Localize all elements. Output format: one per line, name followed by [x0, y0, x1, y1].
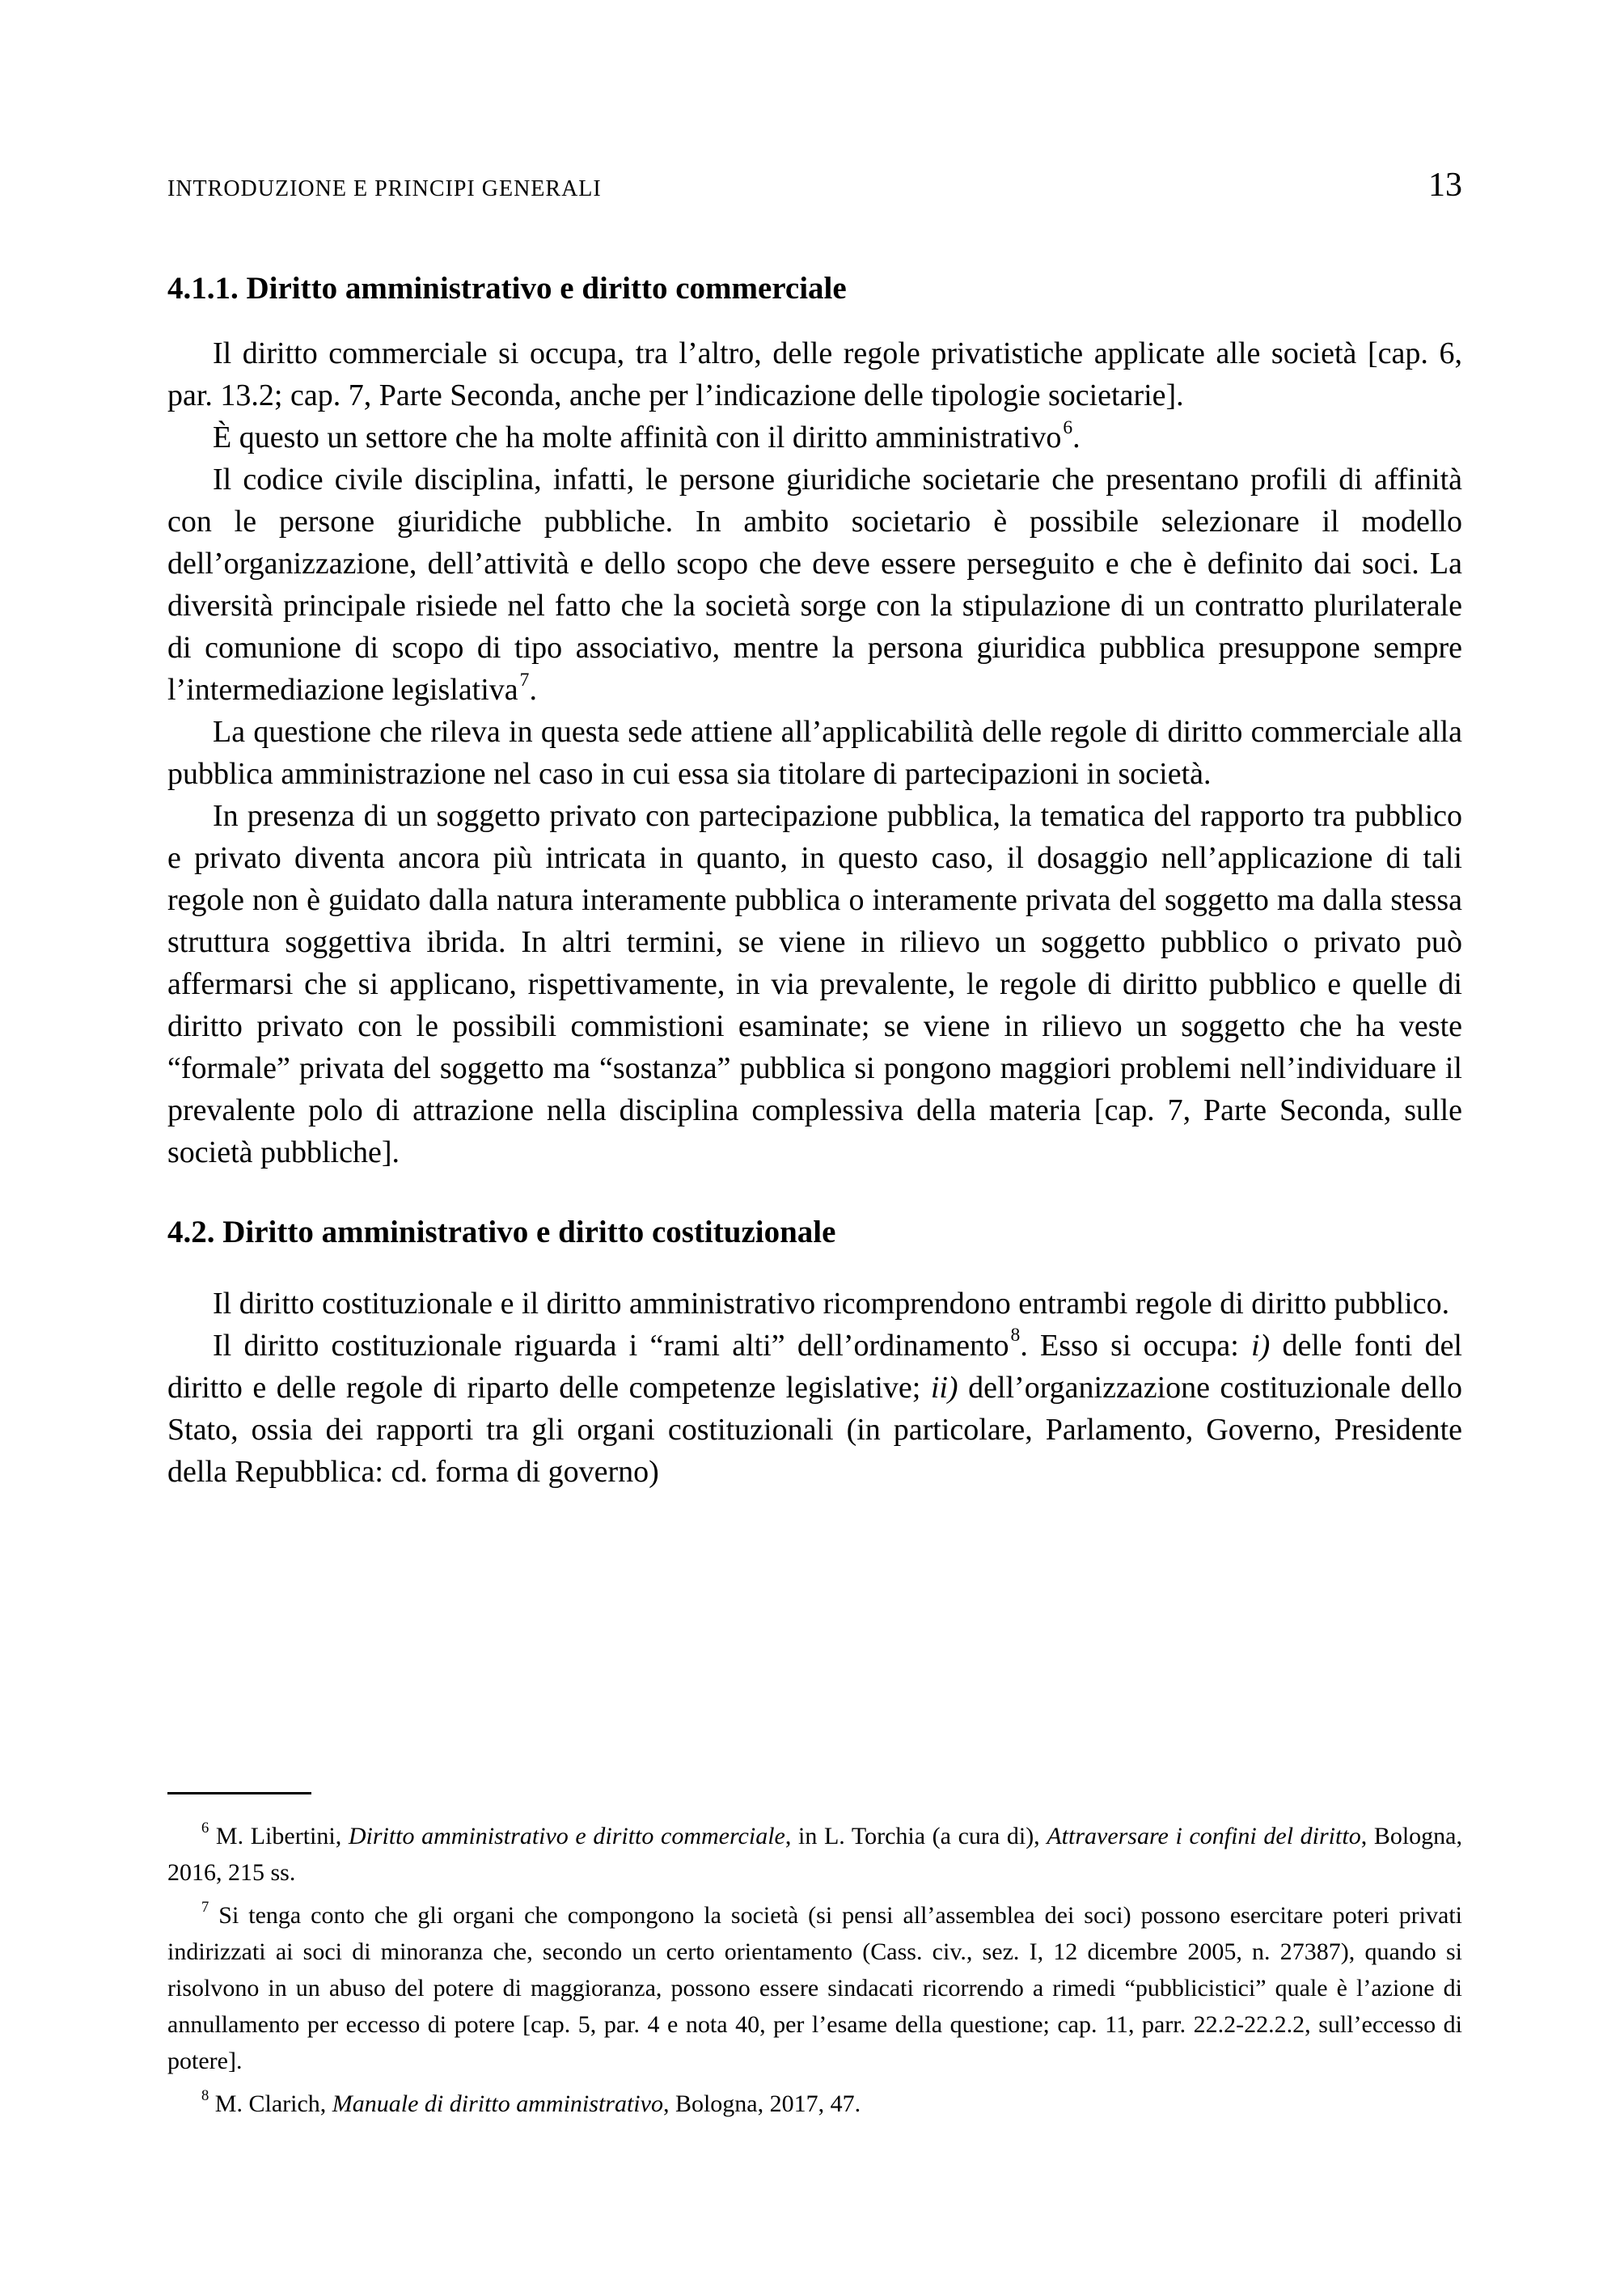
- footnote-separator: [167, 1792, 311, 1794]
- paragraph: In presenza di un soggetto privato con partecipazione pubblica, la tematica del rapporto tra pubblico e privato diventa ancora più intricata in quanto, in questo caso, il dosaggio nell’applicazione di tali regole non è guidato dalla natura interamente pubblica o interamente privata del soggetto ma dalla stessa struttura soggettiva ibrida. In altri termini, se viene in rilievo un soggetto pubblico o privato può affermarsi che si applicano, rispettivamente, in via prevalente, le regole di diritto pubblico e quelle di diritto privato con le possibili commistioni esaminate; se viene in rilievo un soggetto che ha veste “formale” privata del soggetto ma “sostanza” pubblica si pongono maggiori problemi nell’individuare il prevalente polo di attrazione nella disciplina complessiva della materia [cap. 7, Parte Seconda, sulle società pubbliche].: [167, 798, 1462, 1169]
- paragraph: Il diritto costituzionale e il diritto amministrativo ricomprendono entrambi regole di diritto pubblico.: [213, 1286, 1450, 1321]
- section-heading-4-1-1: 4.1.1. Diritto amministrativo e diritto commerciale: [167, 271, 847, 306]
- paragraph: Il diritto costituzionale riguarda i “rami alti” dell’ordinamento$^8$. Esso si occupa: i) delle fonti del diritto e delle regole di riparto delle competenze legislative; ii) dell’organizzazione costituzionale dello Stato, ossia dei rapporti tra gli organi costituzionali (in particolare, Parlamento, Governo, Presidente della Repubblica: cd. forma di governo): [167, 1325, 1462, 1489]
- running-header: [167, 166, 1462, 205]
- running-header-title: INTRODUZIONE E PRINCIPI GENERALI: [167, 176, 602, 201]
- footnote-7: $^7$ Si tenga conto che gli organi che compongono la società (si pensi all’assemblea dei soci) possono esercitare poteri privati indirizzati ai soci di minoranza che, secondo un certo orientamento (Cass. civ., sez. I, 12 dicembre 2005, n. 27387), quando si risolvono in un abuso del potere di maggioranza, possono essere sindacati ricorrendo a rimedi “pubblicistici” quale è l’azione di annullamento per eccesso di potere [cap. 5, par. 4 e nota 40, per l’esame della questione; cap. 11, parr. 22.2-22.2.2, sull’eccesso di potere].: [167, 1899, 1462, 2074]
- footnote-6: $^6$ M. Libertini, Diritto amministrativo e diritto commerciale, in L. Torchia (a cura di), Attraversare i confini del diritto, Bologna, 2016, 215 ss.: [167, 1820, 1462, 1886]
- page-number: 13: [1428, 167, 1462, 204]
- footnote-8: $^8$ M. Clarich, Manuale di diritto amministrativo, Bologna, 2017, 47.: [201, 2087, 861, 2117]
- paragraph: Il diritto commerciale si occupa, tra l’altro, delle regole privatistiche applicate alle società [cap. 6, par. 13.2; cap. 7, Parte Seconda, anche per l’indicazione delle tipologie societarie].: [167, 336, 1462, 412]
- paragraph: È questo un settore che ha molte affinità con il diritto amministrativo$^6$.: [213, 416, 1081, 454]
- page-content: [167, 270, 1462, 1493]
- paragraph: Il codice civile disciplina, infatti, le persone giuridiche societarie che presentano profili di affinità con le persone giuridiche pubbliche. In ambito societario è possibile selezionare il modello dell’organizzazione, dell’attività e dello scopo che deve essere perseguito e che è definito dai soci. La diversità principale risiede nel fatto che la società sorge con la stipulazione di un contratto plurilaterale di comunione di scopo di tipo associativo, mentre la persona giuridica pubblica presuppone sempre l’intermediazione legislativa$^7$.: [167, 462, 1462, 707]
- footnotes: [167, 1818, 1462, 2128]
- section-heading-4-2: 4.2. Diritto amministrativo e diritto costituzionale: [167, 1214, 836, 1249]
- paragraph: La questione che rileva in questa sede attiene all’applicabilità delle regole di diritto commerciale alla pubblica amministrazione nel caso in cui essa sia titolare di partecipazioni in società.: [167, 714, 1462, 791]
